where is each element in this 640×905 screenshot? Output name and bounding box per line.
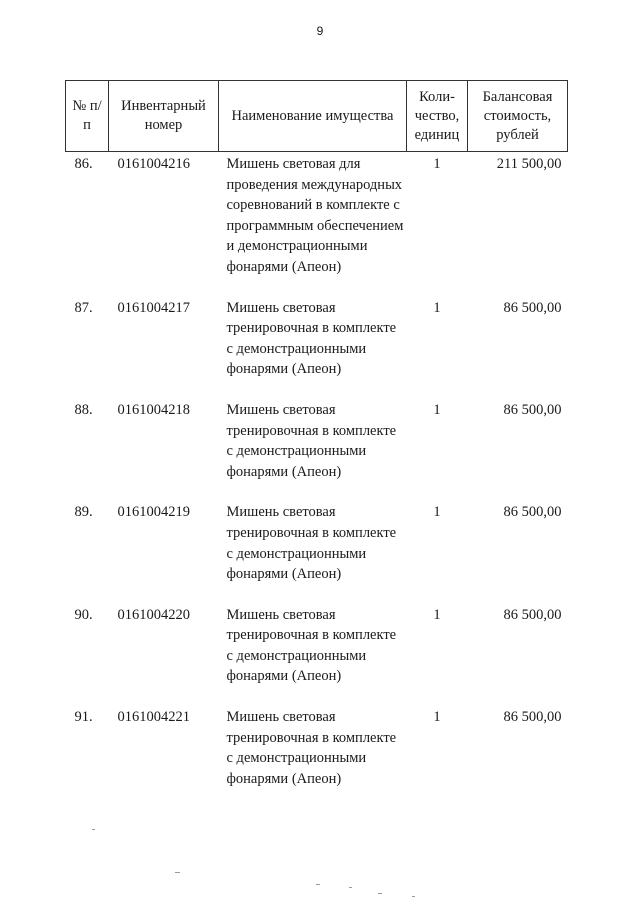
row-property-name: Мишень световая тренировочная в комплекте с демонстрационными фонарями (Апеон) (226, 401, 397, 480)
row-balance-cost: 86 500,00 (503, 504, 562, 521)
table-row (66, 605, 568, 707)
row-balance-cost: 86 500,00 (503, 401, 562, 418)
header-balance-cost: Балансовая стоимость, рублей (468, 81, 568, 152)
table-row (66, 298, 568, 400)
scan-speck (378, 893, 382, 894)
scan-speck (349, 887, 352, 888)
row-balance-cost: 86 500,00 (503, 606, 562, 623)
row-quantity: 1 (433, 299, 441, 316)
row-num: 88. (74, 401, 93, 418)
row-quantity: 1 (433, 401, 441, 418)
row-property-name: Мишень световая для проведения международных соревнований в комплекте с программным обеспечением и демонстрационными фонарями (Апеон) (226, 156, 404, 275)
row-inventory-number: 0161004218 (117, 401, 190, 418)
scan-speck (316, 884, 320, 885)
header-property-name: Наименование имущества (219, 81, 407, 152)
row-property-name: Мишень световая тренировочная в комплекте с демонстрационными фонарями (Апеон) (226, 606, 397, 685)
header-num: № п/п (66, 81, 109, 152)
table-row (66, 707, 568, 809)
row-inventory-number: 0161004219 (117, 504, 190, 521)
page-number: 9 (316, 24, 324, 38)
row-num: 89. (74, 504, 93, 521)
table-header-row (66, 81, 568, 152)
row-num: 90. (74, 606, 93, 623)
scan-speck (412, 896, 415, 897)
row-num: 91. (74, 709, 93, 726)
row-property-name: Мишень световая тренировочная в комплекте с демонстрационными фонарями (Апеон) (226, 504, 397, 583)
row-inventory-number: 0161004220 (117, 606, 190, 623)
row-num: 87. (74, 299, 93, 316)
row-balance-cost: 86 500,00 (503, 299, 562, 316)
scan-speck (175, 872, 180, 873)
row-property-name: Мишень световая тренировочная в комплекте с демонстрационными фонарями (Апеон) (226, 299, 397, 378)
row-balance-cost: 211 500,00 (496, 156, 562, 172)
row-quantity: 1 (433, 504, 441, 521)
header-quantity: Коли-чество, единиц (407, 81, 468, 152)
scan-speck (92, 829, 95, 830)
row-property-name: Мишень световая тренировочная в комплекте с демонстрационными фонарями (Апеон) (226, 709, 397, 787)
row-inventory-number: 0161004217 (117, 299, 190, 316)
table-row (66, 152, 568, 298)
table-row (66, 400, 568, 502)
row-num: 86. (74, 156, 93, 172)
table-row (66, 502, 568, 604)
row-inventory-number: 0161004221 (117, 709, 190, 726)
header-inventory-number: Инвентарный номер (109, 81, 219, 152)
row-quantity: 1 (433, 156, 441, 172)
row-quantity: 1 (433, 606, 441, 623)
row-quantity: 1 (433, 709, 441, 726)
row-inventory-number: 0161004216 (117, 156, 190, 172)
inventory-table (65, 80, 568, 809)
row-balance-cost: 86 500,00 (503, 709, 562, 726)
